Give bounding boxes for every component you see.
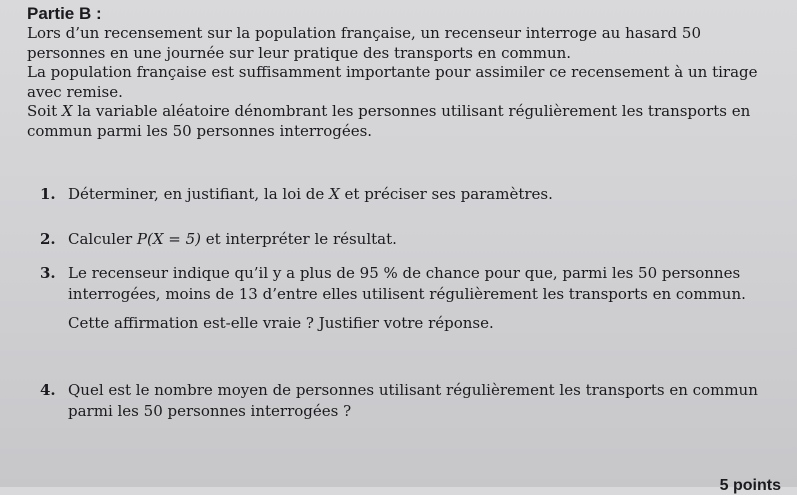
intro-paragraph-1: Lors d’un recensement sur la population française, un recenseur interroge au hasard 50 personnes en une journée sur leur pratique des transports en commun. xyxy=(27,24,701,62)
question-text-start: Déterminer, en justifiant, la loi de xyxy=(68,185,330,203)
question-3 xyxy=(40,263,773,334)
probability-expression: P(X = 5) xyxy=(136,230,202,248)
question-number: 1. xyxy=(40,185,56,203)
question-number: 2. xyxy=(40,230,56,248)
question-follow-up: Cette affirmation est-elle vraie ? Justifier votre réponse. xyxy=(68,314,494,332)
question-text xyxy=(68,184,553,205)
question-number: 3. xyxy=(40,264,56,282)
variable-x: X xyxy=(61,102,73,120)
question-text-end: et préciser ses paramètres. xyxy=(339,185,553,203)
question-number: 4. xyxy=(40,381,56,399)
question-body xyxy=(68,229,397,250)
intro-p3-start: Soit xyxy=(27,102,62,120)
question-text: Le recenseur indique qu’il y a plus de 95 % de chance pour que, parmi les 50 personnes interrogées, moins de 13 d’entre elles utilisent régulièrement les transports en commun. xyxy=(68,264,746,303)
intro-block xyxy=(27,24,769,141)
question-body xyxy=(68,380,773,422)
question-text xyxy=(68,229,397,250)
section-title: Partie B : xyxy=(27,4,102,23)
question-text-end: et interpréter le résultat. xyxy=(201,230,397,248)
intro-paragraph-3 xyxy=(27,102,769,141)
question-4 xyxy=(40,380,773,422)
question-body xyxy=(68,263,773,334)
points-label: 5 points xyxy=(719,477,781,494)
question-text-start: Calculer xyxy=(68,230,137,248)
variable-x: X xyxy=(329,185,340,203)
question-1 xyxy=(40,184,553,205)
intro-p3-end: la variable aléatoire dénombrant les personnes utilisant régulièrement les transports en commun parmi les 50 personnes interrogées. xyxy=(27,102,751,140)
question-text: Quel est le nombre moyen de personnes utilisant régulièrement les transports en commun parmi les 50 personnes interrogées ? xyxy=(68,381,758,420)
question-2 xyxy=(40,229,397,250)
question-body xyxy=(68,184,553,205)
intro-paragraph-2: La population française est suffisamment importante pour assimiler ce recensement à un tirage avec remise. xyxy=(27,63,758,101)
